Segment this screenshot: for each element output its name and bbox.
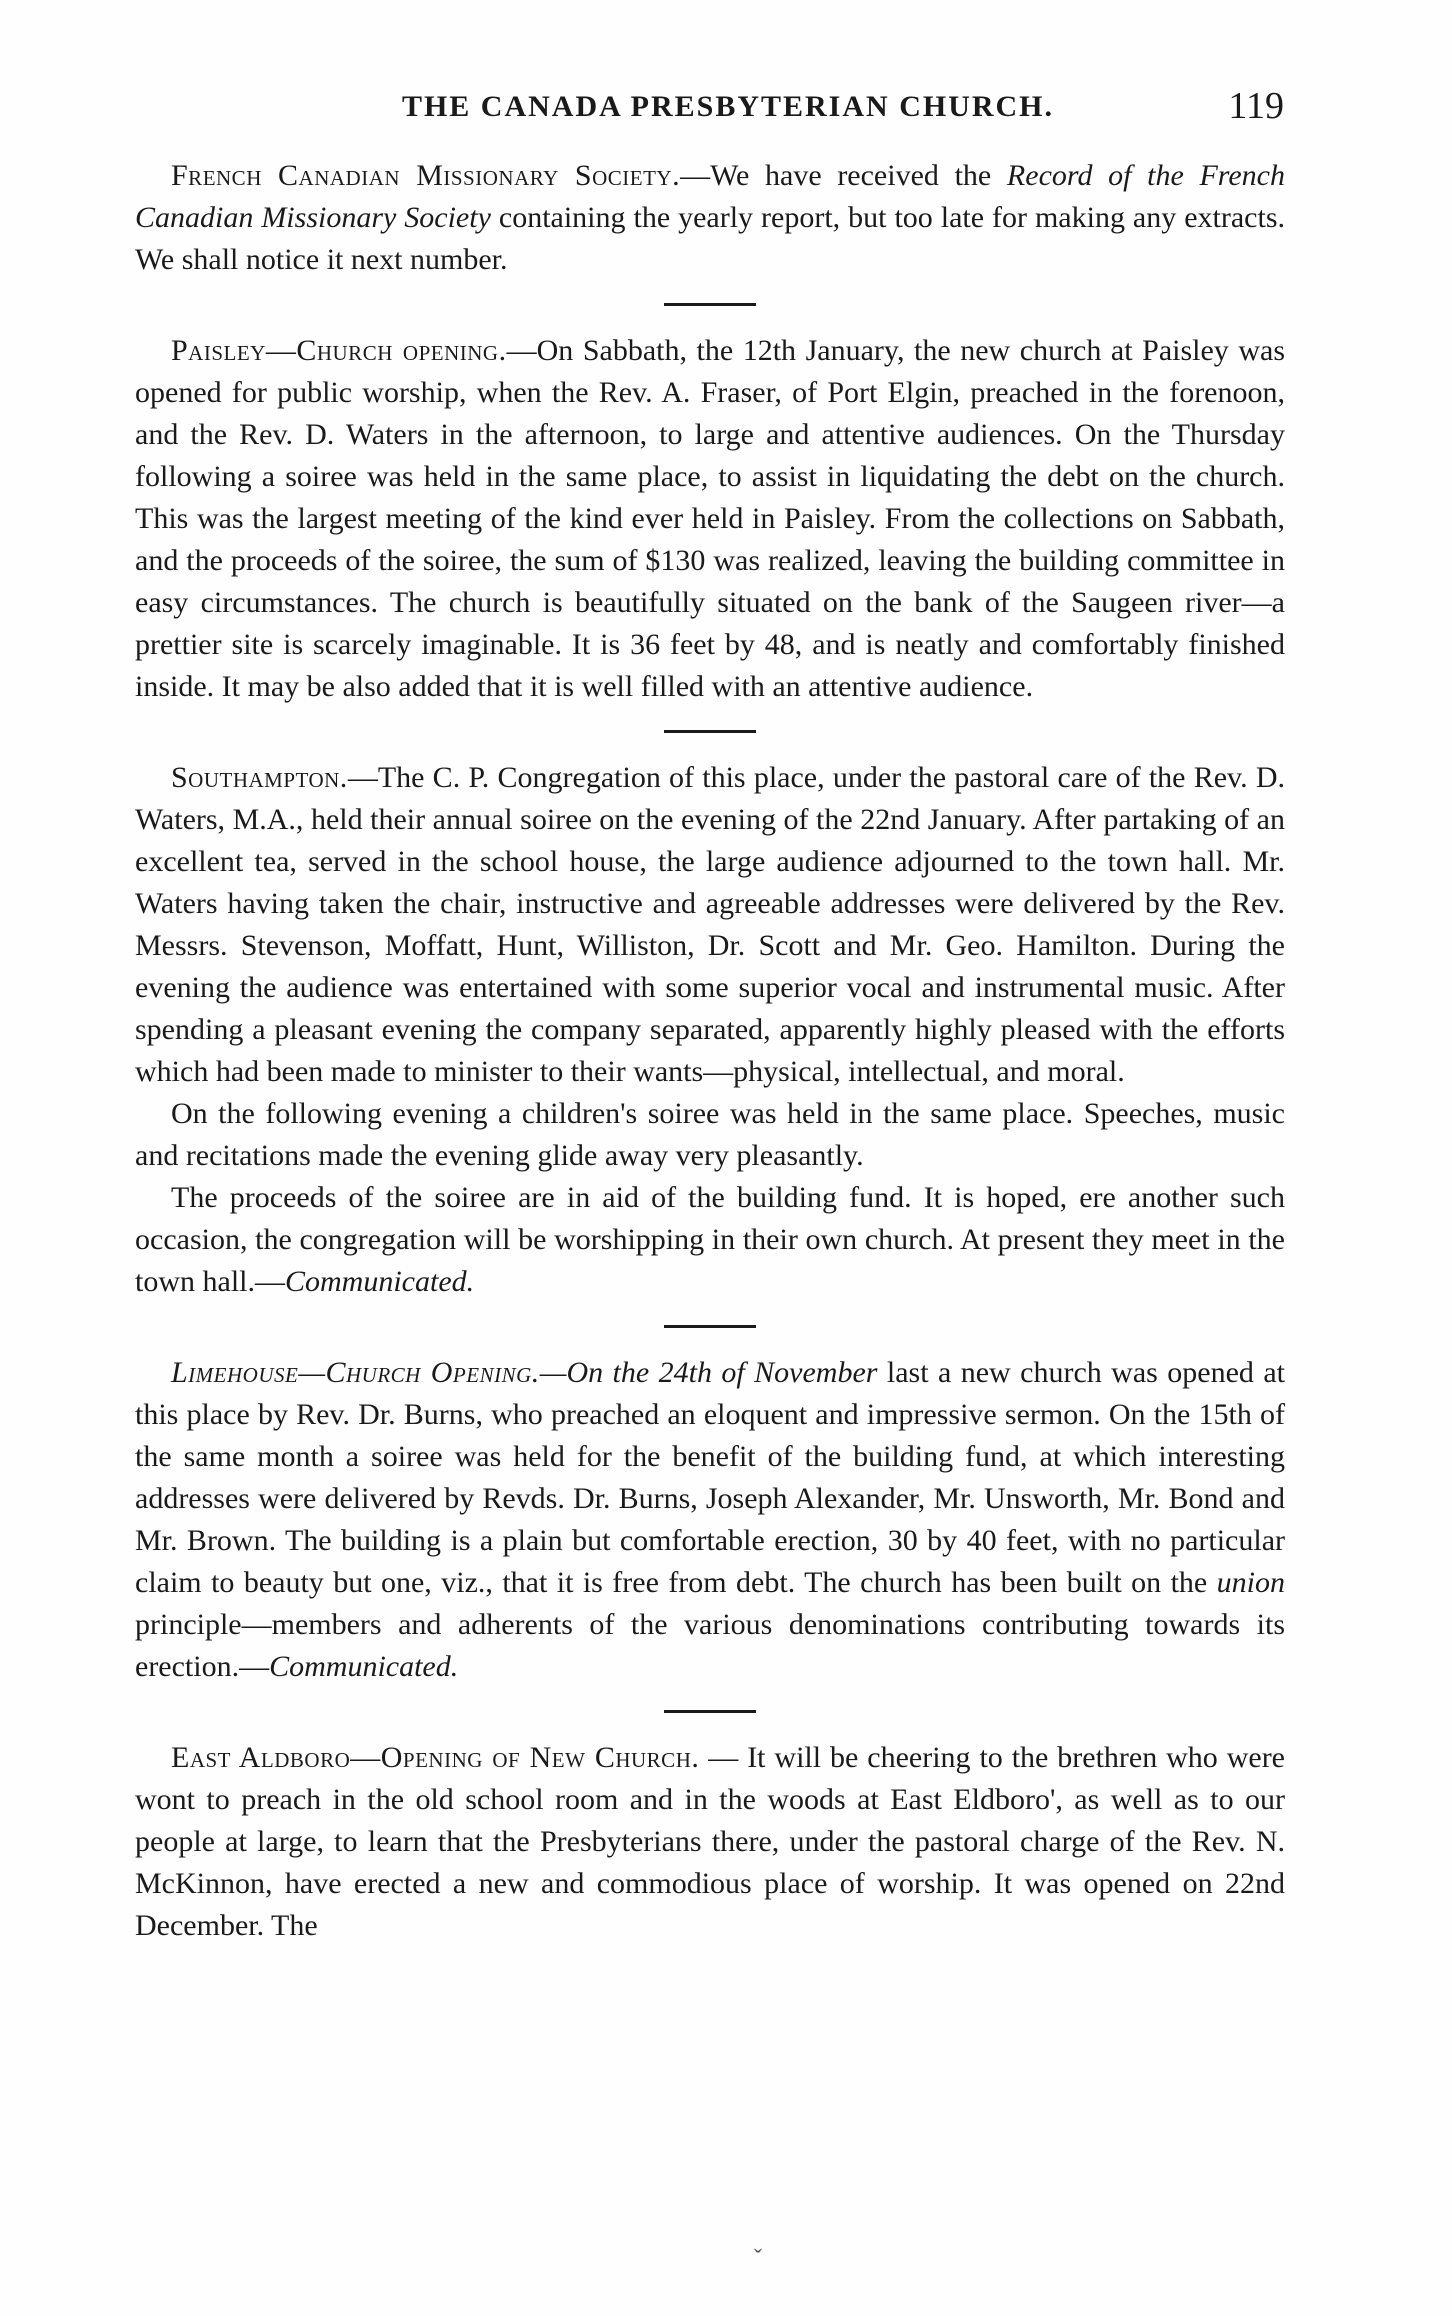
- article-text: —The C. P. Congregation of this place, under the pastoral care of the Rev. D. Waters, M.A., held their annual soiree on the evening of the 22nd January. After partaking of an excellent tea, served in the school house, the large audience adjourned to the town hall. Mr. Waters having taken the chair, instructive and agreeable addresses were delivered by the Rev. Messrs. Stevenson, Moffatt, Hunt, Williston, Dr. Scott and Mr. Geo. Hamilton. During the evening the audience was entertained with some superior vocal and instrumental music. After spending a pleasant evening the company separated, apparently highly pleased with the efforts which had been made to minister to their wants—physical, intellectual, and moral.: [135, 761, 1285, 1088]
- article-italic-text: union: [1216, 1566, 1285, 1599]
- article-heading: Paisley—Church opening.: [171, 334, 507, 367]
- section-divider: [664, 1325, 756, 1328]
- article-text: containing the yearly report, but too late for making any extracts. We shall notice it next number.: [135, 201, 1285, 276]
- article-limehouse-church-opening: [135, 1352, 1285, 1688]
- article-heading: East Aldboro—Opening of New Church.: [171, 1741, 700, 1774]
- article-french-canadian-missionary-society: [135, 155, 1285, 281]
- article-southampton: [135, 757, 1285, 1303]
- article-signoff: Communicated.: [269, 1650, 459, 1683]
- article-heading: Limehouse—Church Opening.: [171, 1356, 540, 1389]
- article-paragraph: [135, 1352, 1285, 1688]
- article-paragraph: [135, 330, 1285, 708]
- section-divider: [664, 303, 756, 306]
- article-paragraph: [135, 1093, 1285, 1177]
- article-text: principle—members and adherents of the various denominations contributing towards its erection.—: [135, 1608, 1285, 1683]
- print-mark: ˇ: [754, 2246, 762, 2272]
- article-paragraph: [135, 1177, 1285, 1303]
- article-text: —On Sabbath, the 12th January, the new church at Paisley was opened for public worship, when the Rev. A. Fraser, of Port Elgin, preached in the forenoon, and the Rev. D. Waters in the afternoon, to large and attentive audiences. On the Thursday following a soiree was held in the same place, to assist in liquidating the debt on the church. This was the largest meeting of the kind ever held in Paisley. From the collections on Sabbath, and the proceeds of the soiree, the sum of $130 was realized, leaving the building committee in easy circumstances. The church is beautifully situated on the bank of the Saugeen river—a prettier site is scarcely imaginable. It is 36 feet by 48, and is neatly and comfortably finished inside. It may be also added that it is well filled with an attentive audience.: [135, 334, 1285, 703]
- article-text: The proceeds of the soiree are in aid of the building fund. It is hoped, ere another such occasion, the congregation will be worshipping in their own church. At present they meet in the town hall.—: [135, 1181, 1285, 1298]
- article-east-aldboro-new-church: [135, 1737, 1285, 1947]
- page-header: [172, 84, 1284, 144]
- article-text: —We have received the: [680, 159, 1007, 192]
- article-italic-text: —On the 24th of November: [539, 1356, 878, 1389]
- section-divider: [664, 730, 756, 733]
- article-text: On the following evening a children's soiree was held in the same place. Speeches, music and recitations made the evening glide away very pleasantly.: [135, 1097, 1285, 1172]
- article-paragraph: [135, 1737, 1285, 1947]
- article-signoff: Communicated.: [285, 1265, 475, 1298]
- article-heading: Southampton.: [171, 761, 348, 794]
- page-body: [135, 155, 1285, 1947]
- article-heading: French Canadian Missionary Society.: [171, 159, 681, 192]
- running-title: THE CANADA PRESBYTERIAN CHURCH.: [401, 90, 1055, 123]
- article-text: — It will be cheering to the brethren who were wont to preach in the old school room and in the woods at East Eldboro', as well as to our people at large, to learn that the Presbyterians there, under the pastoral charge of the Rev. N. McKinnon, have erected a new and commodious place of worship. It was opened on 22nd December. The: [135, 1741, 1285, 1942]
- article-paragraph: [135, 155, 1285, 281]
- article-paragraph: [135, 757, 1285, 1093]
- article-paisley-church-opening: [135, 330, 1285, 708]
- article-text: last a new church was opened at this place by Rev. Dr. Burns, who preached an eloquent and impressive sermon. On the 15th of the same month a soiree was held for the benefit of the building fund, at which interesting addresses were delivered by Revds. Dr. Burns, Joseph Alexander, Mr. Unsworth, Mr. Bond and Mr. Brown. The building is a plain but comfortable erection, 30 by 40 feet, with no particular claim to beauty but one, viz., that it is free from debt. The church has been built on the: [135, 1356, 1285, 1599]
- page-number: 119: [1228, 85, 1284, 127]
- section-divider: [664, 1710, 756, 1713]
- article-italic-text: Record of the French Canadian Missionary Society: [135, 159, 1285, 234]
